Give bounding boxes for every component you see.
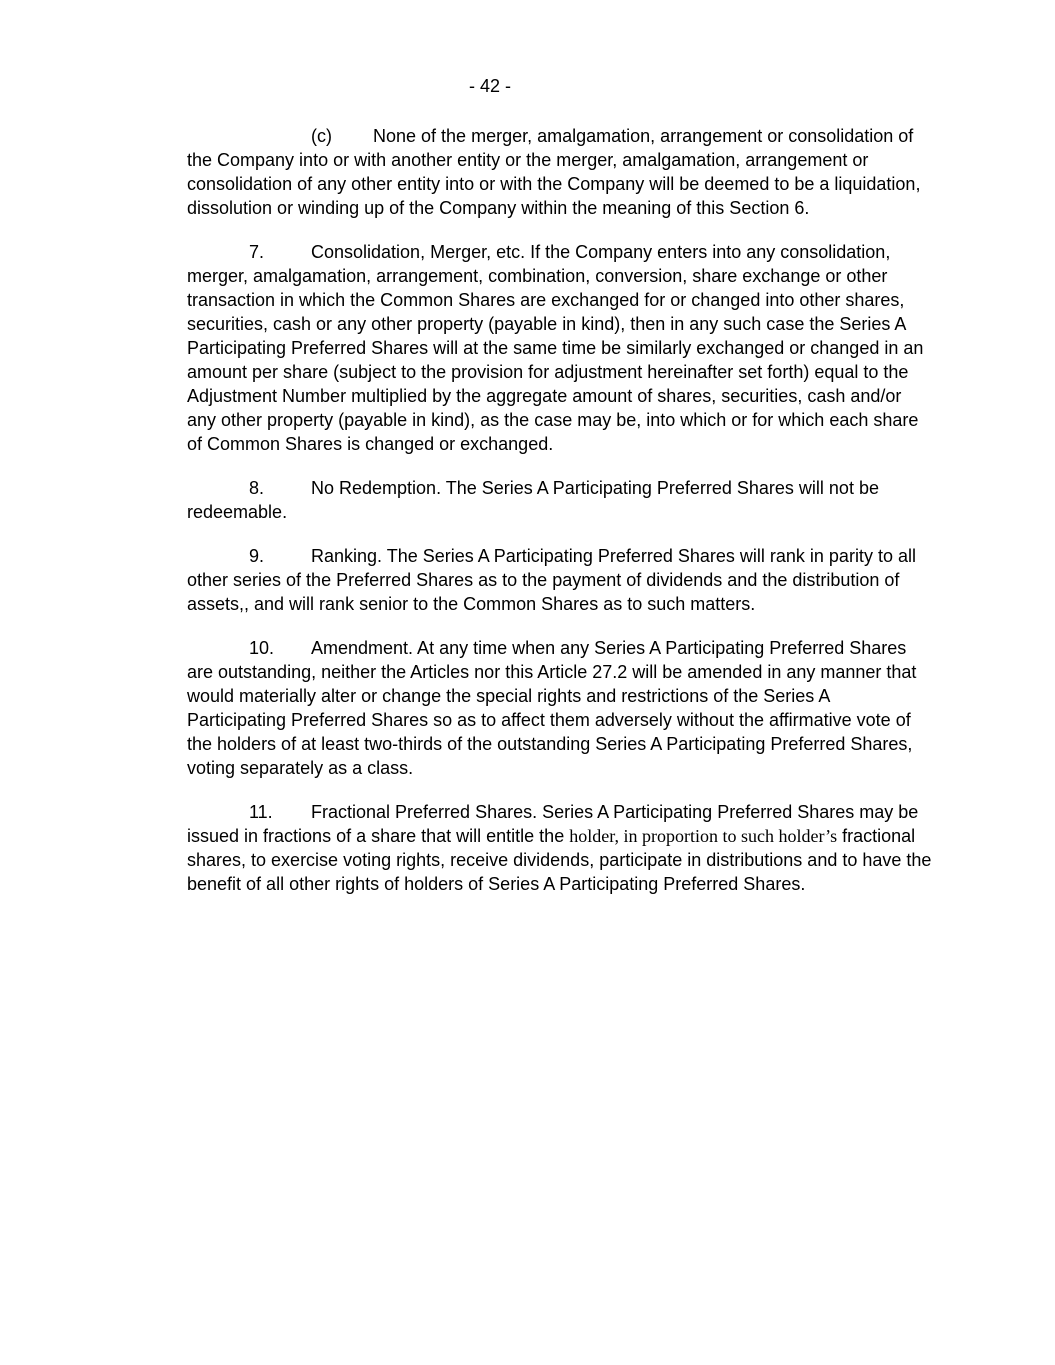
paragraph-c bbox=[187, 124, 933, 220]
paragraph-label: 8. bbox=[249, 478, 265, 498]
paragraph-text: Amendment. At any time when any Series A Participating Preferred Shares are outstanding, neither the Articles nor this Article 27.2 will be amended in any manner that would materially alter or change the special rights and restrictions of the Series A Participating Preferred Shares so as to affect them adversely without the affirmative vote of the holders of at least two-thirds of the outstanding Series A Participating Preferred Shares, voting separately as a class. bbox=[187, 638, 917, 778]
paragraph-label: 7. bbox=[249, 242, 265, 262]
paragraph-text: Ranking. The Series A Participating Preferred Shares will rank in parity to all other series of the Preferred Shares as to the payment of dividends and the distribution of assets,, and will rank senior to the Common Shares as to such matters. bbox=[187, 546, 916, 614]
paragraph-8 bbox=[187, 476, 933, 524]
paragraph-9 bbox=[187, 544, 933, 616]
paragraph-7 bbox=[187, 240, 933, 456]
paragraph-11 bbox=[187, 800, 933, 896]
paragraph-10 bbox=[187, 636, 933, 780]
paragraph-label: (c) bbox=[311, 126, 332, 146]
paragraph-text: None of the merger, amalgamation, arrangement or consolidation of the Company into or with another entity or the merger, amalgamation, arrangement or consolidation of any other entity into or with the Company will be deemed to be a liquidation, dissolution or winding up of the Company within the meaning of this Section 6. bbox=[187, 126, 921, 218]
paragraph-text: No Redemption. The Series A Participating Preferred Shares will not be redeemable. bbox=[187, 478, 879, 522]
paragraph-label: 11. bbox=[249, 802, 273, 822]
paragraph-text-after: fractional shares, to exercise voting rights, receive dividends, participate in distributions and to have the benefit of all other rights of holders of Series A Participating Preferred Shares. bbox=[187, 826, 932, 894]
paragraph-label: 10. bbox=[249, 638, 275, 658]
document-body bbox=[187, 124, 933, 916]
paragraph-text-serif: holder, in proportion to such holder’s bbox=[569, 826, 838, 846]
paragraph-label: 9. bbox=[249, 546, 265, 566]
paragraph-text-before: Fractional Preferred Shares. Series A Participating Preferred Shares may be issued in fractions of a share that will entitle the bbox=[187, 802, 919, 846]
page-number: - 42 - bbox=[468, 76, 511, 96]
paragraph-text: Consolidation, Merger, etc. If the Company enters into any consolidation, merger, amalgamation, arrangement, combination, conversion, share exchange or other transaction in which the Common Shares are exchanged for or changed into other shares, securities, cash or any other property (payable in kind), then in any such case the Series A Participating Preferred Shares will at the same time be similarly exchanged or changed in an amount per share (subject to the provision for adjustment hereinafter set forth) equal to the Adjustment Number multiplied by the aggregate amount of shares, securities, cash and/or any other property (payable in kind), as the case may be, into which or for which each share of Common Shares is changed or exchanged. bbox=[187, 242, 924, 454]
